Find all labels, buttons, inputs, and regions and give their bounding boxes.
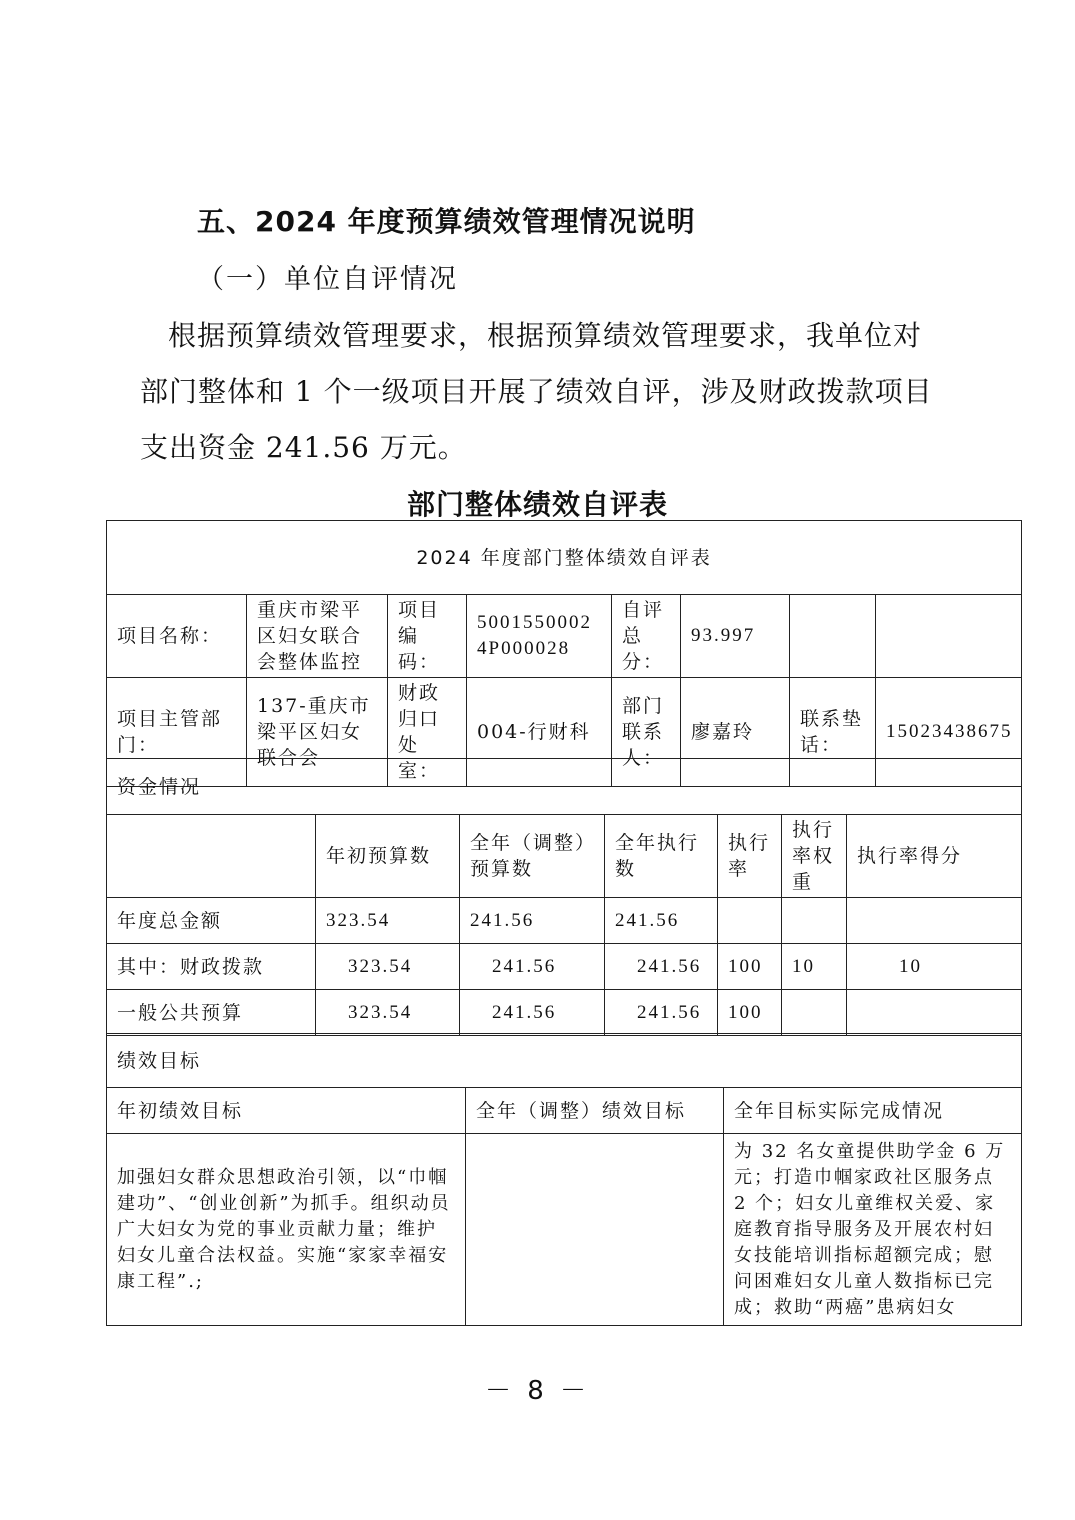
- page-number: － 8 －: [484, 1376, 591, 1406]
- funds-cell: 100: [718, 990, 782, 1036]
- funds-cell: 241.56: [460, 990, 605, 1036]
- funds-cell: 241.56: [605, 898, 718, 944]
- project-name-label: 项目名称：: [107, 595, 247, 678]
- goals-header: 全年目标实际完成情况: [724, 1088, 1022, 1134]
- funds-cell: 241.56: [605, 944, 718, 990]
- funds-cell: 241.56: [605, 990, 718, 1036]
- empty-cell: [876, 595, 1022, 678]
- funds-header: 执行率: [718, 815, 782, 898]
- phone-label: 联系垫话：: [790, 678, 876, 787]
- funds-cell: 10: [847, 944, 1022, 990]
- finance-office-value: 004-行财科: [467, 678, 612, 787]
- funds-header: 全年（调整）预算数: [460, 815, 605, 898]
- funds-cell: 其中：财政拨款: [107, 944, 316, 990]
- table-row: [107, 990, 1022, 1036]
- intro-paragraph: 根据预算绩效管理要求，根据预算绩效管理要求，我单位对部门整体和 1 个一级项目开展了绩效自评，涉及财政拨款项目支出资金 241.56 万元。: [140, 319, 933, 464]
- funds-cell: 10: [782, 944, 847, 990]
- funds-cell: 100: [718, 944, 782, 990]
- goals-adjusted-text: [466, 1134, 724, 1326]
- funds-cell: 323.54: [316, 898, 460, 944]
- funds-cell: [782, 898, 847, 944]
- contact-label: 部门联系人：: [612, 678, 681, 787]
- funds-cell: 年度总金额: [107, 898, 316, 944]
- goals-header: 年初绩效目标: [107, 1088, 466, 1134]
- funds-cell: [847, 898, 1022, 944]
- funds-cell: 241.56: [460, 898, 605, 944]
- funds-header: 年初预算数: [316, 815, 460, 898]
- project-code-label: 项目编码：: [388, 595, 467, 678]
- project-code-value: 50015500024P000028: [467, 595, 612, 678]
- finance-office-label: 财政归口处室：: [388, 678, 467, 787]
- dept-label: 项目主管部门：: [107, 678, 247, 787]
- funds-section-label: 资金情况: [107, 759, 1022, 815]
- funds-header: [107, 815, 316, 898]
- goals-table: [106, 1033, 1022, 1326]
- table-row: [107, 944, 1022, 990]
- contact-value: 廖嘉玲: [681, 678, 790, 787]
- funds-header: 执行率得分: [847, 815, 1022, 898]
- goals-actual-text: 为 32 名女童提供助学金 6 万元；打造巾帼家政社区服务点 2 个；妇女儿童维权关爱、家庭教育指导服务及开展农村妇女技能培训指标超额完成；慰问困难妇女儿童人数指标已完成；救助“两癌”患病妇女: [724, 1134, 1022, 1326]
- funds-cell: [782, 990, 847, 1036]
- empty-cell: [790, 595, 876, 678]
- funds-header: 全年执行数: [605, 815, 718, 898]
- funds-cell: [847, 990, 1022, 1036]
- sub-heading: （一）单位自评情况: [197, 264, 458, 295]
- phone-value: 15023438675: [876, 678, 1022, 787]
- section-heading: 五、2024 年度预算绩效管理情况说明: [197, 205, 696, 238]
- goals-header: 全年（调整）绩效目标: [466, 1088, 724, 1134]
- project-name-value: 重庆市梁平区妇女联合会整体监控: [247, 595, 388, 678]
- dept-value: 137-重庆市梁平区妇女联合会: [247, 678, 388, 787]
- funds-cell: 323.54: [316, 990, 460, 1036]
- funds-cell: [718, 898, 782, 944]
- table-row: [107, 898, 1022, 944]
- funds-cell: 一般公共预算: [107, 990, 316, 1036]
- goals-initial-text: 加强妇女群众思想政治引领，以“巾帼建功”、“创业创新”为抓手。组织动员广大妇女为党的事业贡献力量；维护妇女儿童合法权益。实施“家家幸福安康工程”.;: [107, 1134, 466, 1326]
- self-score-value: 93.997: [681, 595, 790, 678]
- self-score-label: 自评总分：: [612, 595, 681, 678]
- funds-table: [106, 758, 1022, 1036]
- funds-cell: 241.56: [460, 944, 605, 990]
- funds-cell: 323.54: [316, 944, 460, 990]
- funds-header: 执行率权重: [782, 815, 847, 898]
- goals-section-label: 绩效目标: [107, 1034, 1022, 1088]
- project-info-table: [106, 520, 1022, 787]
- table-banner: 2024 年度部门整体绩效自评表: [107, 521, 1022, 595]
- table-title: 部门整体绩效自评表: [406, 488, 668, 521]
